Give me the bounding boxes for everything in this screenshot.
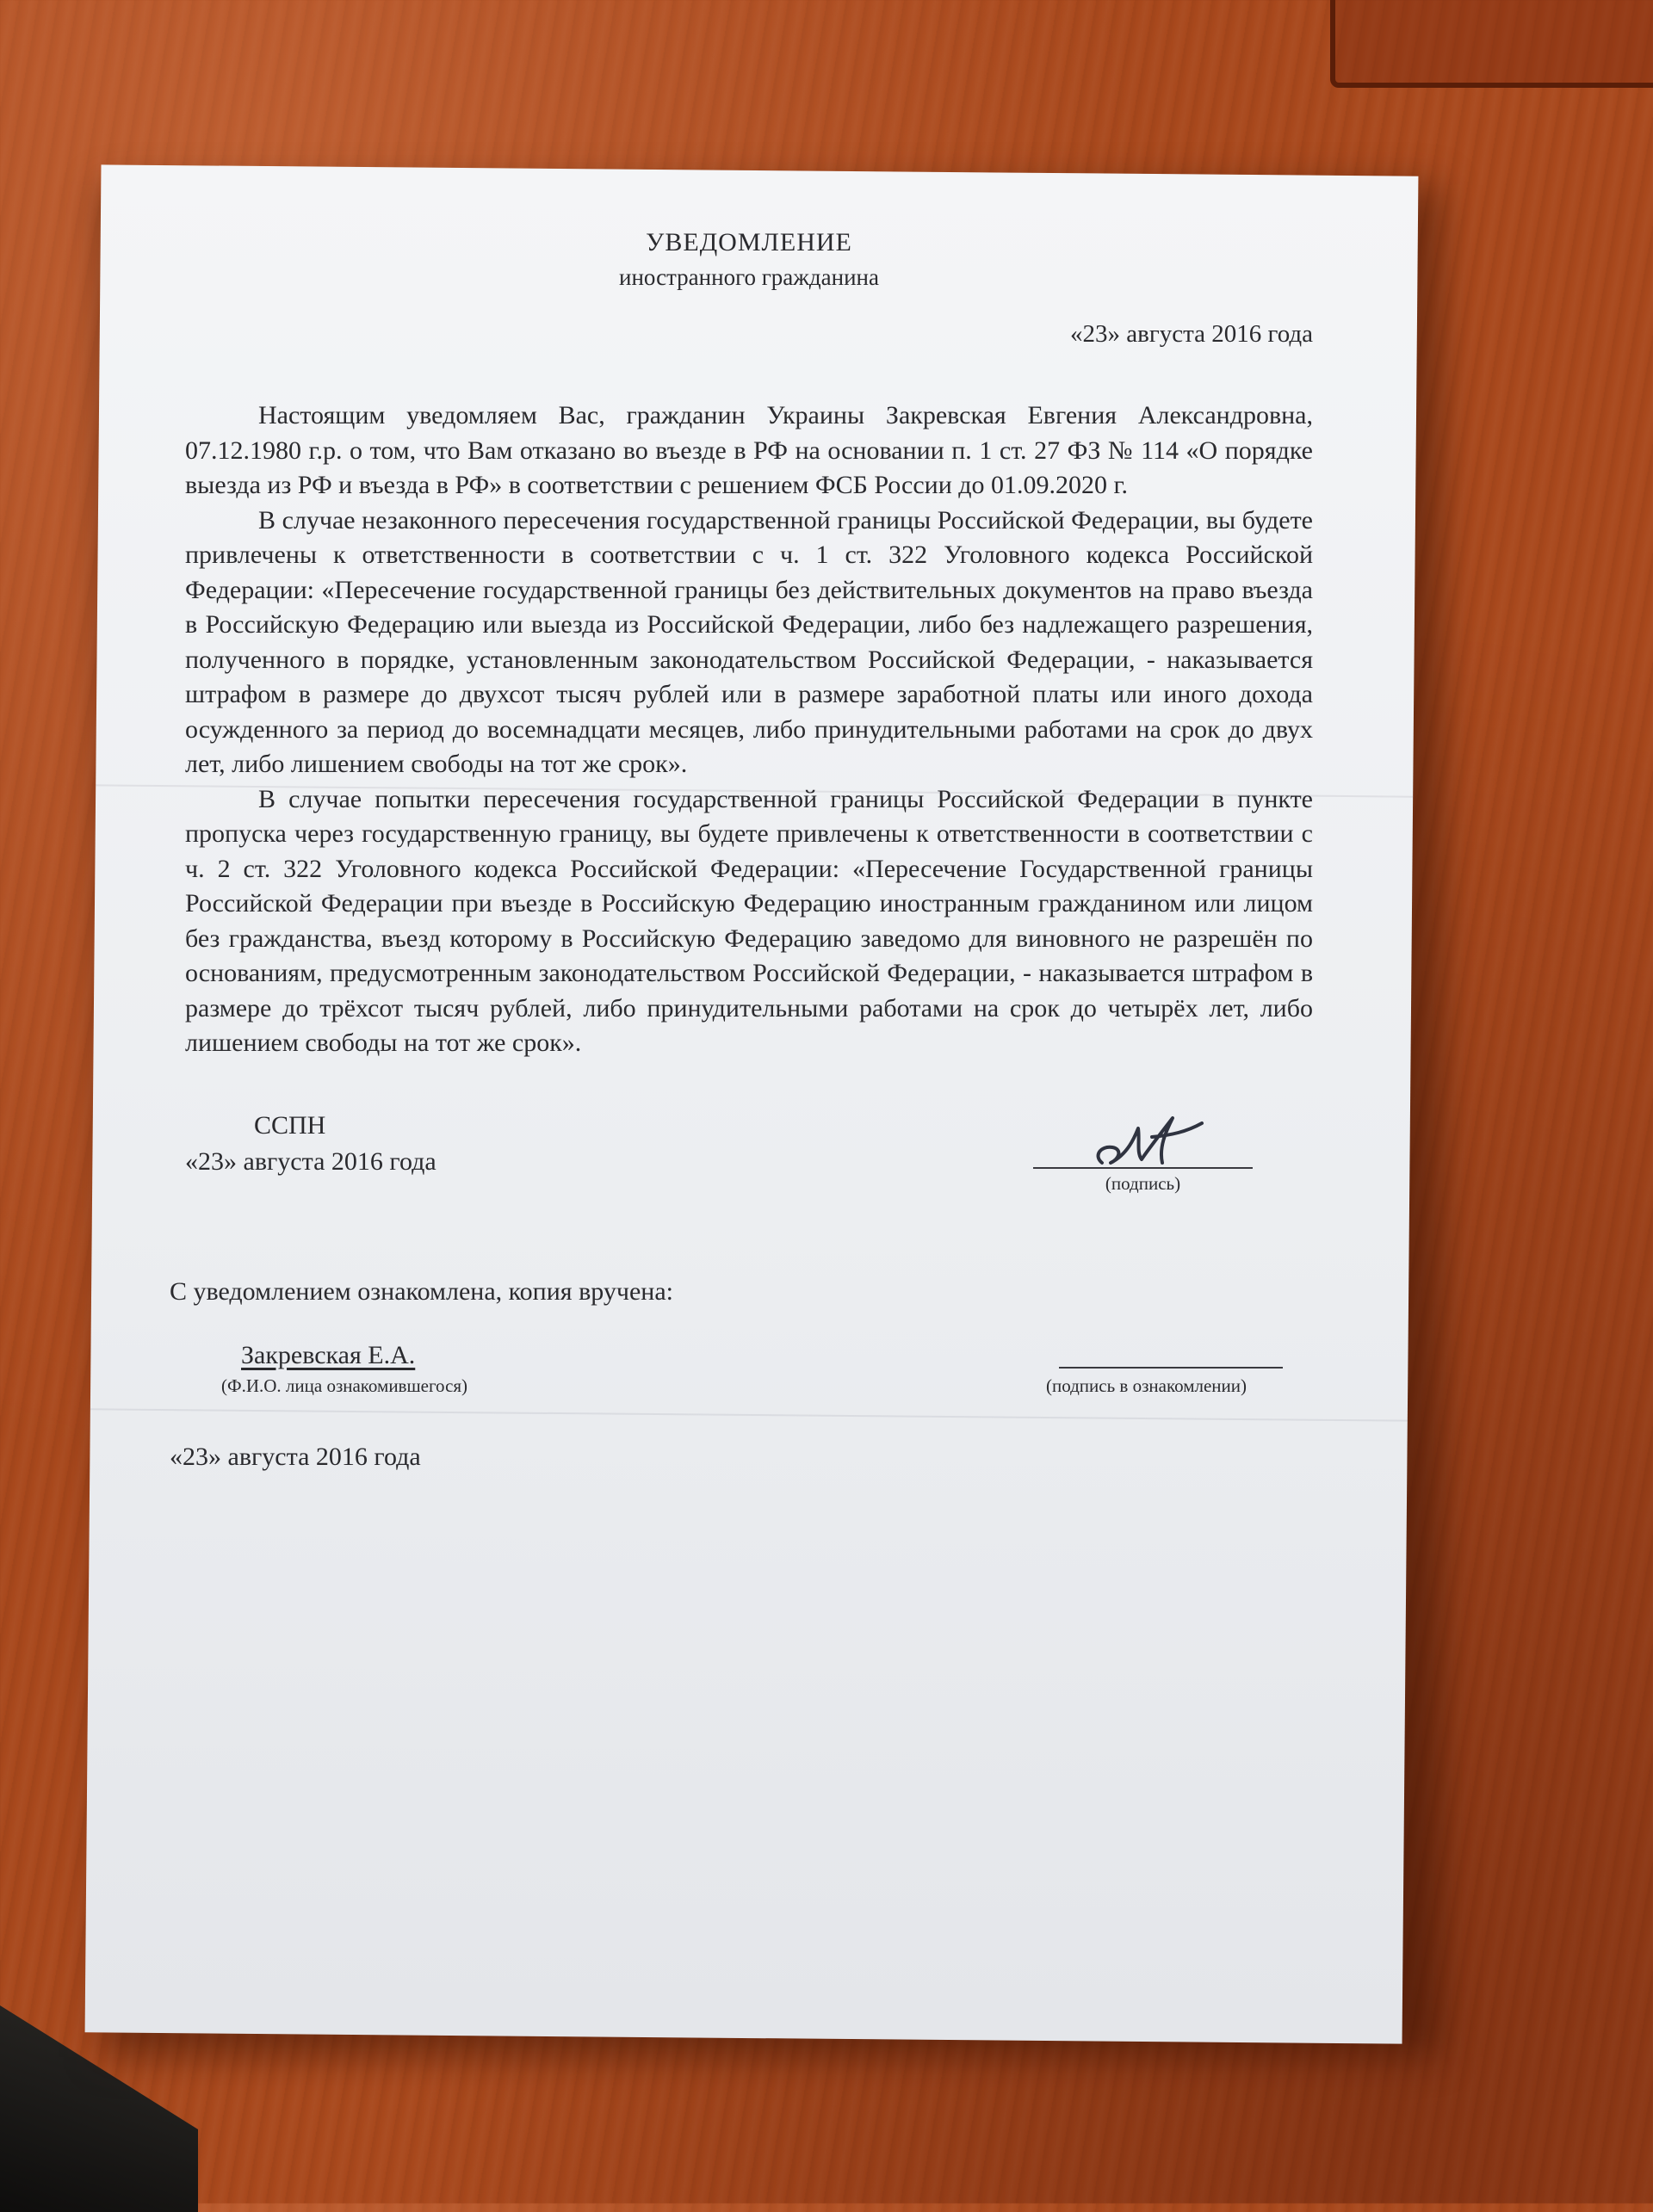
document-subtitle: иностранного гражданина xyxy=(619,264,879,290)
acknowledgement-signature-caption: (подпись в ознакомлении) xyxy=(1046,1375,1247,1396)
acknowledgement-date: «23» августа 2016 года xyxy=(170,1442,421,1471)
signature-caption: (подпись) xyxy=(1105,1172,1181,1194)
paragraph-notice: Настоящим уведомляем Вас, гражданин Украины Закревская Евгения Александровна, 07.12.1980 г.р. о том, что Вам отказано во въезде в РФ на основании п. 1 ст. 27 ФЗ № 114 «О порядке выезда из РФ и въезда в РФ» в соответствии с решением ФСБ России до 01.09.2020 г. xyxy=(185,401,1313,499)
issuing-authority: ССПН xyxy=(254,1110,326,1140)
acknowledgement-text: С уведомлением ознакомлена, копия вручена: xyxy=(170,1276,673,1306)
handwritten-signature-icon xyxy=(1033,1103,1257,1171)
paragraph-article-322-part-1: В случае незаконного пересечения государственной границы Российской Федерации, вы будете привлечены к ответственности в соответствии с ч. 1 ст. 322 Уголовного кодекса Российской Федерации: «Пересечение государственной границы без действительных документов на право въезда в Российскую Федерацию или выезда из Российской Федерации, либо без надлежащего разрешения, полученного в порядке, установленным законодательством Российской Федерации, - наказывается штрафом в размере до двухсот тысяч рублей или в размере заработной платы или иного дохода осужденного за период до восемнадцати месяцев, либо принудительными работами на срок до двух лет, либо лишением свободы на тот же срок». xyxy=(185,505,1313,778)
recipient-name: Закревская Е.А. xyxy=(241,1340,416,1369)
folder-corner xyxy=(1330,0,1653,88)
official-signature-block xyxy=(185,1111,1313,1227)
acknowledgement-block xyxy=(185,1341,1313,1418)
acknowledgement-signature-line xyxy=(1059,1367,1283,1369)
document-content xyxy=(170,228,1313,1472)
signature-line xyxy=(1033,1167,1253,1169)
document-title: УВЕДОМЛЕНИЕ xyxy=(646,228,852,256)
paragraph-article-322-part-2: В случае попытки пересечения государственной границы Российской Федерации в пункте пропуска через государственную границу, вы будете привлечены к ответственности в соответствии с ч. 2 ст. 322 Уголовного кодекса Российской Федерации: «Пересечение Государственной границы Российской Федерации при въезде в Российскую Федерацию иностранным гражданином или лицом без гражданства, въезд которому в Российскую Федерацию заведомо для виновного не разрешён по основаниям, предусмотренным законодательством Российской Федерации, - наказывается штрафом в размере до трёхсот тысяч рублей, либо принудительными работами на срок до четырёх лет, либо лишением свободы на тот же срок». xyxy=(185,784,1313,1057)
signature-date: «23» августа 2016 года xyxy=(185,1146,436,1176)
document-date: «23» августа 2016 года xyxy=(1070,320,1313,348)
recipient-name-caption: (Ф.И.О. лица ознакомившегося) xyxy=(221,1375,468,1396)
official-signature xyxy=(1033,1103,1257,1197)
